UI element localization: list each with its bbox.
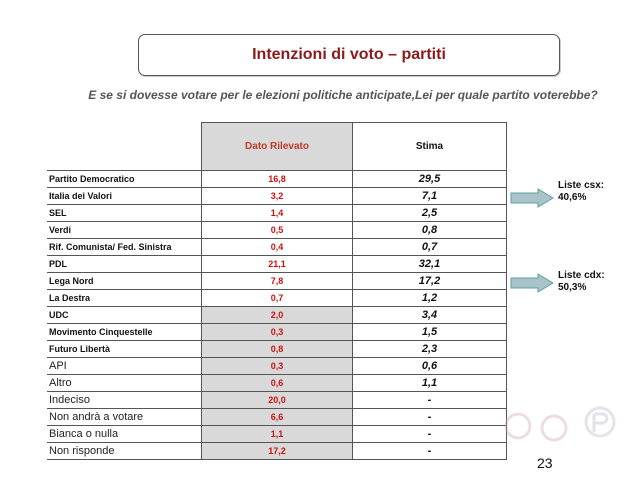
survey-question: E se si dovesse votare per le elezioni politiche anticipate,Lei per quale partito voterebbe? bbox=[88, 88, 598, 102]
stima-value: 2,5 bbox=[353, 205, 507, 221]
table-row bbox=[47, 340, 507, 357]
dato-value: 1,4 bbox=[201, 205, 353, 221]
stima-value: - bbox=[353, 409, 507, 425]
dato-value: 0,3 bbox=[201, 324, 353, 340]
party-name: Bianca o nulla bbox=[49, 428, 119, 440]
party-name: UDC bbox=[49, 310, 69, 320]
party-name: La Destra bbox=[49, 293, 91, 303]
stima-value: 17,2 bbox=[353, 273, 507, 289]
party-name: PDL bbox=[49, 259, 67, 269]
table-row bbox=[47, 425, 507, 442]
table-row bbox=[47, 408, 507, 425]
cdx-note bbox=[558, 270, 605, 294]
header-dato-rilevato: Dato Rilevato bbox=[201, 122, 353, 170]
table-row bbox=[47, 187, 507, 204]
dato-value: 20,0 bbox=[201, 392, 353, 408]
title-box bbox=[138, 34, 560, 76]
page-number: 23 bbox=[537, 455, 553, 471]
party-name: Italia dei Valori bbox=[49, 191, 113, 201]
table-row bbox=[47, 374, 507, 391]
arrow-cdx-icon bbox=[510, 273, 554, 293]
table-row bbox=[47, 391, 507, 408]
stima-value: 1,1 bbox=[353, 375, 507, 391]
stima-value: - bbox=[353, 443, 507, 459]
table-row bbox=[47, 204, 507, 221]
dato-value: 17,2 bbox=[201, 443, 353, 459]
party-name: Verdi bbox=[49, 225, 72, 235]
table-row bbox=[47, 170, 507, 187]
table-row bbox=[47, 289, 507, 306]
dato-value: 16,8 bbox=[201, 171, 353, 187]
csx-note bbox=[558, 180, 604, 204]
dato-value: 2,0 bbox=[201, 307, 353, 323]
party-name: Lega Nord bbox=[49, 276, 94, 286]
party-name: Indeciso bbox=[49, 394, 90, 406]
party-name: SEL bbox=[49, 208, 67, 218]
stima-value: 3,4 bbox=[353, 307, 507, 323]
table-body bbox=[47, 170, 507, 460]
party-name: Rif. Comunista/ Fed. Sinistra bbox=[49, 242, 172, 252]
party-name: Non risponde bbox=[49, 445, 115, 457]
dato-value: 1,1 bbox=[201, 426, 353, 442]
dato-value: 6,6 bbox=[201, 409, 353, 425]
dato-value: 3,2 bbox=[201, 188, 353, 204]
dato-value: 0,6 bbox=[201, 375, 353, 391]
dato-value: 0,3 bbox=[201, 358, 353, 374]
table-row bbox=[47, 442, 507, 460]
csx-label: Liste csx: bbox=[558, 180, 605, 191]
dato-value: 0,4 bbox=[201, 239, 353, 255]
dato-value: 21,1 bbox=[201, 256, 353, 272]
party-name: Futuro Libertà bbox=[49, 344, 110, 354]
table-row bbox=[47, 221, 507, 238]
watermark-logo-icon bbox=[504, 404, 624, 446]
vote-intention-table bbox=[47, 122, 507, 460]
stima-value: 1,2 bbox=[353, 290, 507, 306]
party-name: Non andrà a votare bbox=[49, 411, 144, 423]
table-header bbox=[47, 122, 507, 170]
stima-value: 1,5 bbox=[353, 324, 507, 340]
dato-value: 0,8 bbox=[201, 341, 353, 357]
table-row bbox=[47, 255, 507, 272]
party-name: Movimento Cinquestelle bbox=[49, 327, 153, 337]
stima-value: 32,1 bbox=[353, 256, 507, 272]
table-row bbox=[47, 238, 507, 255]
cdx-value: 50,3% bbox=[558, 282, 587, 293]
stima-value: 0,7 bbox=[353, 239, 507, 255]
party-name: Partito Democratico bbox=[49, 174, 135, 184]
table-row bbox=[47, 272, 507, 289]
stima-value: 0,8 bbox=[353, 222, 507, 238]
stima-value: 7,1 bbox=[353, 188, 507, 204]
arrow-csx-icon bbox=[510, 188, 554, 208]
party-name: Altro bbox=[49, 377, 72, 389]
table-row bbox=[47, 323, 507, 340]
stima-value: 2,3 bbox=[353, 341, 507, 357]
table-row bbox=[47, 306, 507, 323]
party-name: API bbox=[49, 360, 67, 372]
cdx-label: Liste cdx: bbox=[558, 270, 605, 281]
dato-value: 0,7 bbox=[201, 290, 353, 306]
csx-value: 40,6% bbox=[558, 192, 587, 203]
table-row bbox=[47, 357, 507, 374]
stima-value: 0,6 bbox=[353, 358, 507, 374]
dato-value: 0,5 bbox=[201, 222, 353, 238]
stima-value: - bbox=[353, 426, 507, 442]
stima-value: 29,5 bbox=[353, 171, 507, 187]
stima-value: - bbox=[353, 392, 507, 408]
header-stima: Stima bbox=[353, 122, 507, 170]
dato-value: 7,8 bbox=[201, 273, 353, 289]
slide-title: Intenzioni di voto – partiti bbox=[252, 46, 446, 63]
